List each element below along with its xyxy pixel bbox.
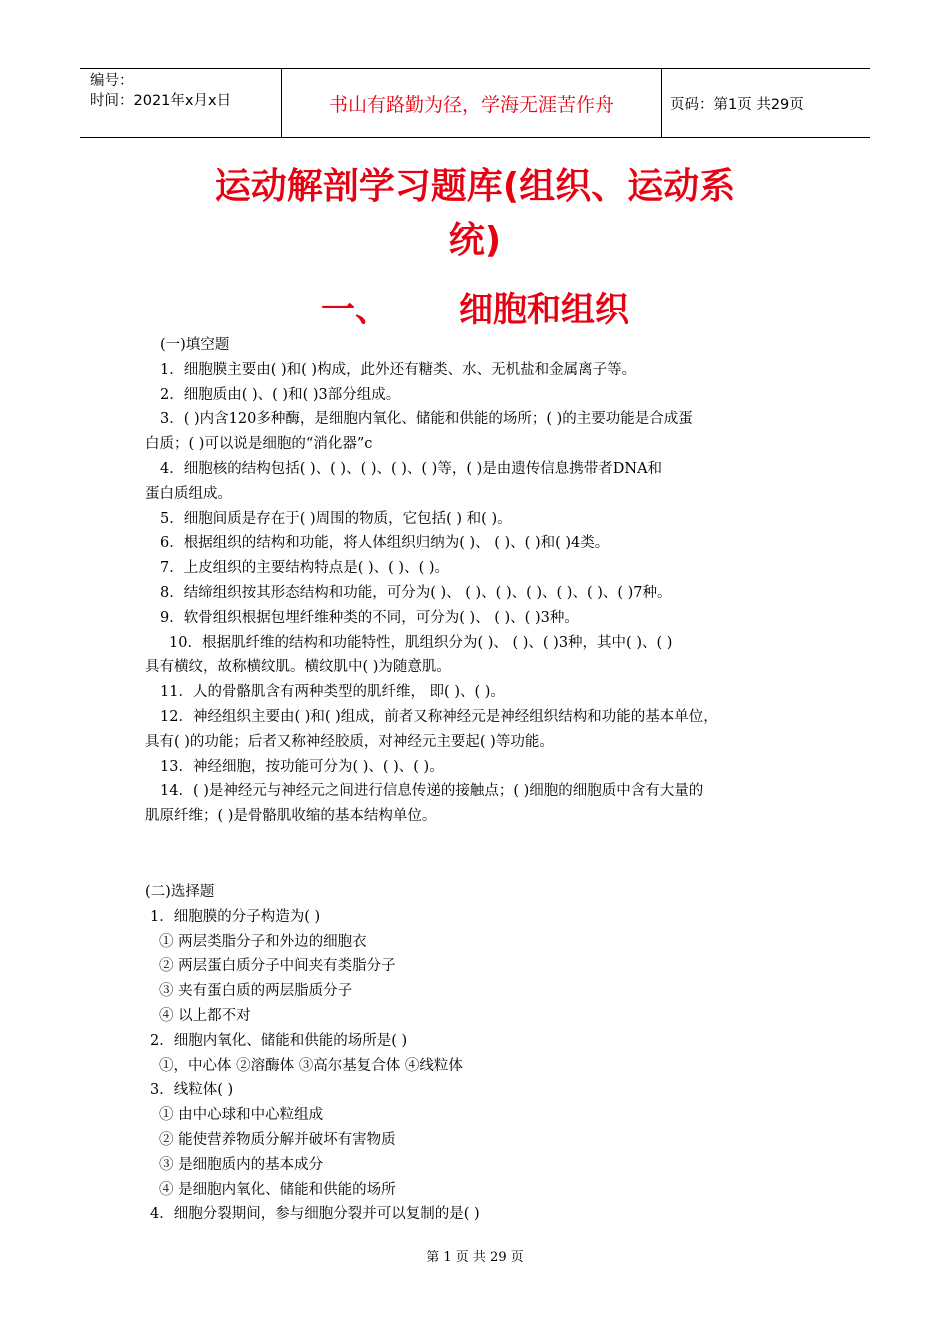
choice-option: ① 由中心球和中心粒组成 [159,1107,324,1124]
fill-question: 3．( )内含120多种酶，是细胞内氧化、储能和供能的场所；( )的主要功能是合成蛋 [160,411,693,428]
fill-question: 13．神经细胞，按功能可分为( )、( )、( )。 [160,758,444,775]
code-label: 编号： [90,73,134,89]
page-footer: 第 1 页 共 29 页 [426,1250,524,1265]
choice-option: ② 能使营养物质分解并破坏有害物质 [159,1131,396,1148]
fill-question: 5．细胞间质是存在于( )周围的物质，它包括( ) 和( )。 [160,510,512,527]
title-line-1: 运动解剖学习题库(组织、运动系 [214,166,736,207]
header-motto: 书山有路勤为径，学海无涯苦作舟 [282,69,662,137]
fill-question-cont: 具有横纹，故称横纹肌。横纹肌中( )为随意肌。 [145,659,451,676]
choice-option: ③ 是细胞质内的基本成分 [159,1156,324,1173]
fill-question: 9．软骨组织根据包埋纤维种类的不同，可分为( )、 ( )、( )3种。 [160,609,579,626]
fill-question: 8．结缔组织按其形态结构和功能，可分为( )、 ( )、( )、( )、( )、( )、( )7种。 [160,584,672,601]
choice-options-row: ①，中心体 ②溶酶体 ③高尔基复合体 ④线粒体 [159,1057,463,1074]
fill-question: 12．神经组织主要由( )和( )组成，前者又称神经元是神经组织结构和功能的基本单位， [160,708,718,725]
choice-section [145,880,820,1227]
fill-question: 11．人的骨骼肌含有两种类型的肌纤维， 即( )、( )。 [160,684,505,701]
fill-question: 14．( )是神经元与神经元之间进行信息传递的接触点；( )细胞的细胞质中含有大量的 [160,783,704,800]
fill-question: 1．细胞膜主要由( )和( )构成，此外还有糖类、水、无机盐和金属离子等。 [160,361,637,378]
fill-in-section [145,333,820,829]
time-label: 时间：2021年x月x日 [90,93,232,109]
header-meta [80,69,282,137]
fill-question: 7．上皮组织的主要结构特点是( )、( )、( )。 [160,560,449,577]
choice-question: 3．线粒体( ) [150,1082,234,1099]
fill-question-cont: 蛋白质组成。 [145,485,232,502]
section-name: 细胞和组织 [459,290,629,330]
choice-question: 4．细胞分裂期间，参与细胞分裂并可以复制的是( ) [150,1206,480,1223]
fill-question: 6．根据组织的结构和功能，将人体组织归纳为( )、 ( )、( )和( )4类。 [160,535,610,552]
section-number: 一、 [321,290,389,330]
title-line-2: 统) [448,220,502,261]
choice-question: 1．细胞膜的分子构造为( ) [150,908,321,925]
header-table [80,68,870,138]
fill-heading: (一)填空题 [160,337,230,353]
header-page-info: 页码：第1页 共29页 [670,96,804,113]
choice-option: ② 两层蛋白质分子中间夹有类脂分子 [159,958,396,975]
fill-question: 2．细胞质由( )、( )和( )3部分组成。 [160,386,401,403]
fill-question-cont: 具有( )的功能；后者又称神经胶质，对神经元主要起( )等功能。 [145,733,554,750]
choice-question: 2．细胞内氧化、储能和供能的场所是( ) [150,1032,408,1049]
choice-option: ① 两层类脂分子和外边的细胞衣 [159,933,367,950]
choice-option: ④ 以上都不对 [159,1007,251,1024]
choice-option: ④ 是细胞内氧化、储能和供能的场所 [159,1181,396,1198]
document-title [150,160,800,268]
fill-question: 4．细胞核的结构包括( )、( )、( )、( )、( )等，( )是由遗传信息携带者DNA和 [160,460,663,477]
choice-heading: (二)选择题 [145,884,215,900]
section-heading [0,282,950,331]
choice-option: ③ 夹有蛋白质的两层脂质分子 [159,983,353,1000]
fill-question: 10．根据肌纤维的结构和功能特性，肌组织分为( )、 ( )、( )3种，其中( )、( ) [169,634,673,651]
fill-question-cont: 白质；( )可以说是细胞的“消化器”c [145,436,373,453]
fill-question-cont: 肌原纤维；( )是骨骼肌收缩的基本结构单位。 [145,808,437,825]
